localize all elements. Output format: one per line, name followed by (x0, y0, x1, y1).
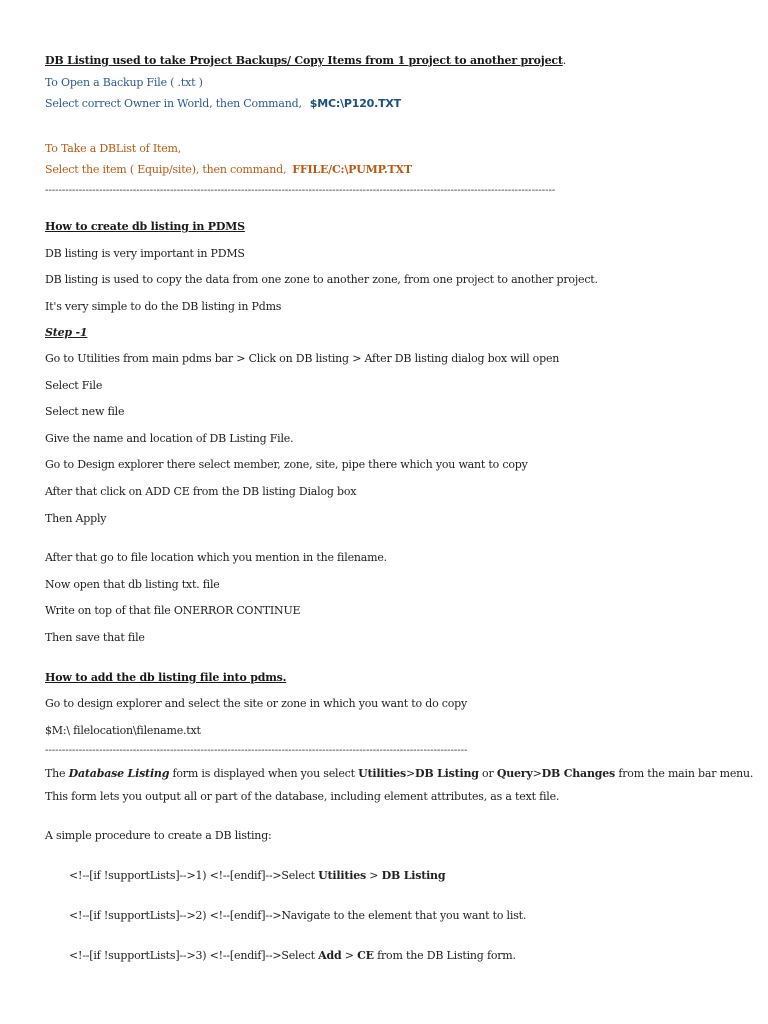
select-item-text: Select the item ( Equip/site), then command, (45, 163, 287, 176)
step-line-2: Select File (45, 379, 103, 392)
open-backup-line: To Open a Backup File ( .txt ) (45, 76, 203, 89)
step-line-7: Then Apply (45, 512, 107, 525)
section1-heading: How to create db listing in PDMS (45, 220, 245, 233)
intro-title-line (45, 54, 566, 68)
backup-command: $MC:\P120.TXT (309, 97, 401, 110)
select-item-line (45, 163, 412, 177)
step-line-1: Go to Utilities from main pdms bar > Click on DB listing > After DB listing dialog box will open (45, 352, 560, 365)
select-owner-text: Select correct Owner in World, then Command, (45, 97, 302, 110)
p1-gt-2: > (532, 767, 542, 780)
database-listing-paragraph (45, 767, 753, 781)
p1-text-c: from the main bar menu. (615, 767, 754, 780)
section1-line-1: DB listing is very important in PDMS (45, 247, 245, 260)
separator-1: ------------------------------------------------------------------------------------------------------------------------------------------------------- (45, 185, 556, 196)
after-steps-line-2: Now open that db listing txt. file (45, 578, 220, 591)
p1-form-name: Database Listing (68, 767, 170, 780)
item3-suffix: from the DB Listing form. (373, 949, 516, 962)
procedure-item-3 (69, 949, 516, 963)
item1-gt: > (366, 869, 382, 882)
procedure-item-1 (69, 869, 445, 883)
item1-prefix: <!--[if !supportLists]-->1) <!--[endif]-->Select (69, 869, 319, 882)
procedure-item-2: <!--[if !supportLists]-->2) <!--[endif]-->Navigate to the element that you want to list. (69, 909, 527, 922)
section2-heading: How to add the db listing file into pdms. (45, 671, 287, 684)
item1-utilities: Utilities (318, 869, 366, 882)
step-line-6: After that click on ADD CE from the DB listing Dialog box (45, 485, 357, 498)
section2-line-2: $M:\ filelocation\filename.txt (45, 724, 201, 737)
form-description: This form lets you output all or part of the database, including element attributes, as a text file. (45, 790, 560, 803)
p1-or: or (478, 767, 497, 780)
step-1-label: Step -1 (45, 326, 88, 339)
p1-text-b: form is displayed when you select (169, 767, 359, 780)
select-owner-line (45, 97, 401, 111)
item3-prefix: <!--[if !supportLists]-->3) <!--[endif]-->Select (69, 949, 319, 962)
take-dblist-line: To Take a DBList of Item, (45, 142, 182, 155)
step-line-3: Select new file (45, 405, 125, 418)
after-steps-line-4: Then save that file (45, 631, 145, 644)
p1-db-changes: DB Changes (541, 767, 616, 780)
procedure-intro: A simple procedure to create a DB listing: (45, 829, 272, 842)
intro-title: DB Listing used to take Project Backups/ Copy Items from 1 project to another project (45, 54, 563, 67)
intro-title-suffix: . (562, 54, 567, 67)
section1-line-3: It's very simple to do the DB listing in Pdms (45, 300, 282, 313)
item3-ce: CE (357, 949, 374, 962)
separator-2: ----------------------------------------------------------------------------------------------------------------------------- (45, 745, 468, 756)
section2-line-1: Go to design explorer and select the site or zone in which you want to do copy (45, 697, 468, 710)
p1-db-listing: DB Listing (415, 767, 479, 780)
item1-db-listing: DB Listing (381, 869, 446, 882)
dblist-command: FFILE/C:\PUMP.TXT (292, 163, 412, 176)
step-line-5: Go to Design explorer there select member, zone, site, pipe there which you want to copy (45, 458, 528, 471)
p1-utilities: Utilities (358, 767, 406, 780)
p1-text-a: The (45, 767, 69, 780)
after-steps-line-3: Write on top of that file ONERROR CONTINUE (45, 604, 301, 617)
item3-add: Add (318, 949, 342, 962)
p1-query: Query (496, 767, 533, 780)
section1-line-2: DB listing is used to copy the data from one zone to another zone, from one project to another project. (45, 273, 598, 286)
item3-gt: > (341, 949, 358, 962)
step-line-4: Give the name and location of DB Listing File. (45, 432, 294, 445)
after-steps-line-1: After that go to file location which you mention in the filename. (45, 551, 387, 564)
p1-gt-1: > (405, 767, 416, 780)
